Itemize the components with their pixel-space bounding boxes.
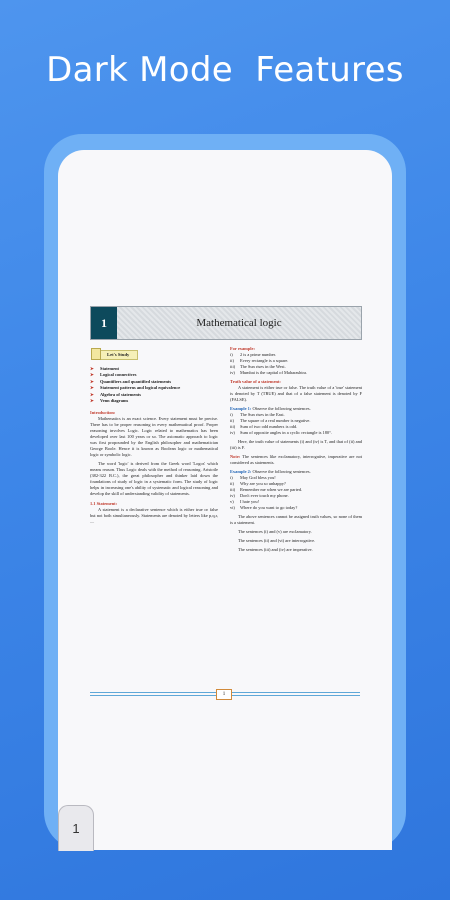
example-list [230,352,362,376]
list-item: iv) Sum of opposite angles in a cyclic rectangle is 180°. [230,430,332,435]
example1-intro: Example 1: Observe the following sentences. [230,406,311,411]
introduction-heading: Introduction: [90,410,116,416]
for-example-heading: For example: [230,346,255,351]
chapter-title: Mathematical logic [196,317,282,329]
paragraph: A statement is either true or false. The truth value of a 'true' statement is denoted by T (TRUE) and that of a false statement is denoted by F (FALSE). [230,385,362,402]
example2-intro: Example 2: Observe the following sentences. [230,469,311,474]
list-item: ii) The square of a real number is negative. [230,418,311,423]
paragraph: The above sentences cannot be assigned truth values, so none of them is a statement. [230,514,362,525]
example-list [230,412,362,436]
list-item: iii) Sum of two odd numbers is odd. [230,424,298,429]
paragraph: The sentences (ii) and (vi) are interrogative. [238,538,316,543]
list-item: i) May God bless you! [230,475,276,480]
lets-study-box [94,350,138,360]
list-item: ➤ Algebra of statements [90,392,218,398]
list-item: ii) Why are you so unhappy? [230,481,286,486]
list-item: vi) Where do you want to go today? [230,505,298,510]
list-item: iii) The Sun rises in the West. [230,364,286,369]
list-item: ii) Every rectangle is a square. [230,358,289,363]
reader-screen[interactable] [58,150,392,850]
paragraph: The sentences (i) and (v) are exclamatory. [238,529,312,534]
paragraph: The sentences (iii) and (iv) are imperative. [238,547,313,552]
chapter-banner [90,306,362,340]
paragraph: A statement is a declarative sentence which is either true or false but not both simultaneously. Statements are denoted by letters like p,q,r, .... [90,507,218,525]
paragraph: Mathematics is an exact science. Every statement must be precise. There has to be proper reasoning in every mathematical proof. Proper reasoning involves Logic. Logic related to mathematics has been developed over last 100 years or so. The axiomatic approach to logic was first propounded by the English philosopher and mathematician George Boole. Hence it is known as Boolean logic or mathematical logic or symbolic logic. [90,416,218,458]
right-column [230,346,362,556]
list-item: iii) Remember me when we are parted. [230,487,303,492]
list-item: ➤ Statement [90,366,218,372]
document-page-number: 1 [216,689,232,700]
left-column [90,350,218,528]
paragraph: The word 'logic' is derived from the Greek word 'Logos' which means reason. Thus Logic deals with the method of reasoning. Aristotle (382-322 B.C.), the great philosopher and thinker laid down the foundations of study of logic in a systematic form. The study of logic helps in increasing one's ability of systematic and logical reasoning and develop the skill of understanding validity of statements. [90,461,218,497]
list-item: ➤ Logical connectives [90,372,218,378]
list-item: ➤ Venn diagrams [90,398,218,404]
example-list [230,475,362,511]
paragraph: Here, the truth value of statements (i) and (iv) is T, and that of (ii) and (iii) is F. [230,439,362,450]
headline: Dark Mode Features [46,50,404,90]
list-item: i) 2 is a prime number. [230,352,276,357]
truth-heading: Truth value of a statement: [230,379,281,384]
list-item: iv) Don't ever touch my phone. [230,493,289,498]
list-item: ➤ Statement patterns and logical equivalence [90,385,218,391]
page-indicator[interactable]: 1 [58,805,94,851]
book-icon [91,348,101,360]
lets-study-label: Let's Study [107,352,130,357]
list-item: i) The Sun rises in the East. [230,412,285,417]
statement-heading: 1.1 Statement: [90,501,118,507]
note: Note: The sentences like exclamatory, interrogative, imperative are not considered as statements. [230,454,362,465]
study-list [90,366,218,404]
list-item: ➤ Quantifiers and quantified statements [90,379,218,385]
chapter-number: 1 [91,307,117,339]
list-item: v) I hate you! [230,499,260,504]
list-item: iv) Mumbai is the capital of Maharashtra. [230,370,308,375]
